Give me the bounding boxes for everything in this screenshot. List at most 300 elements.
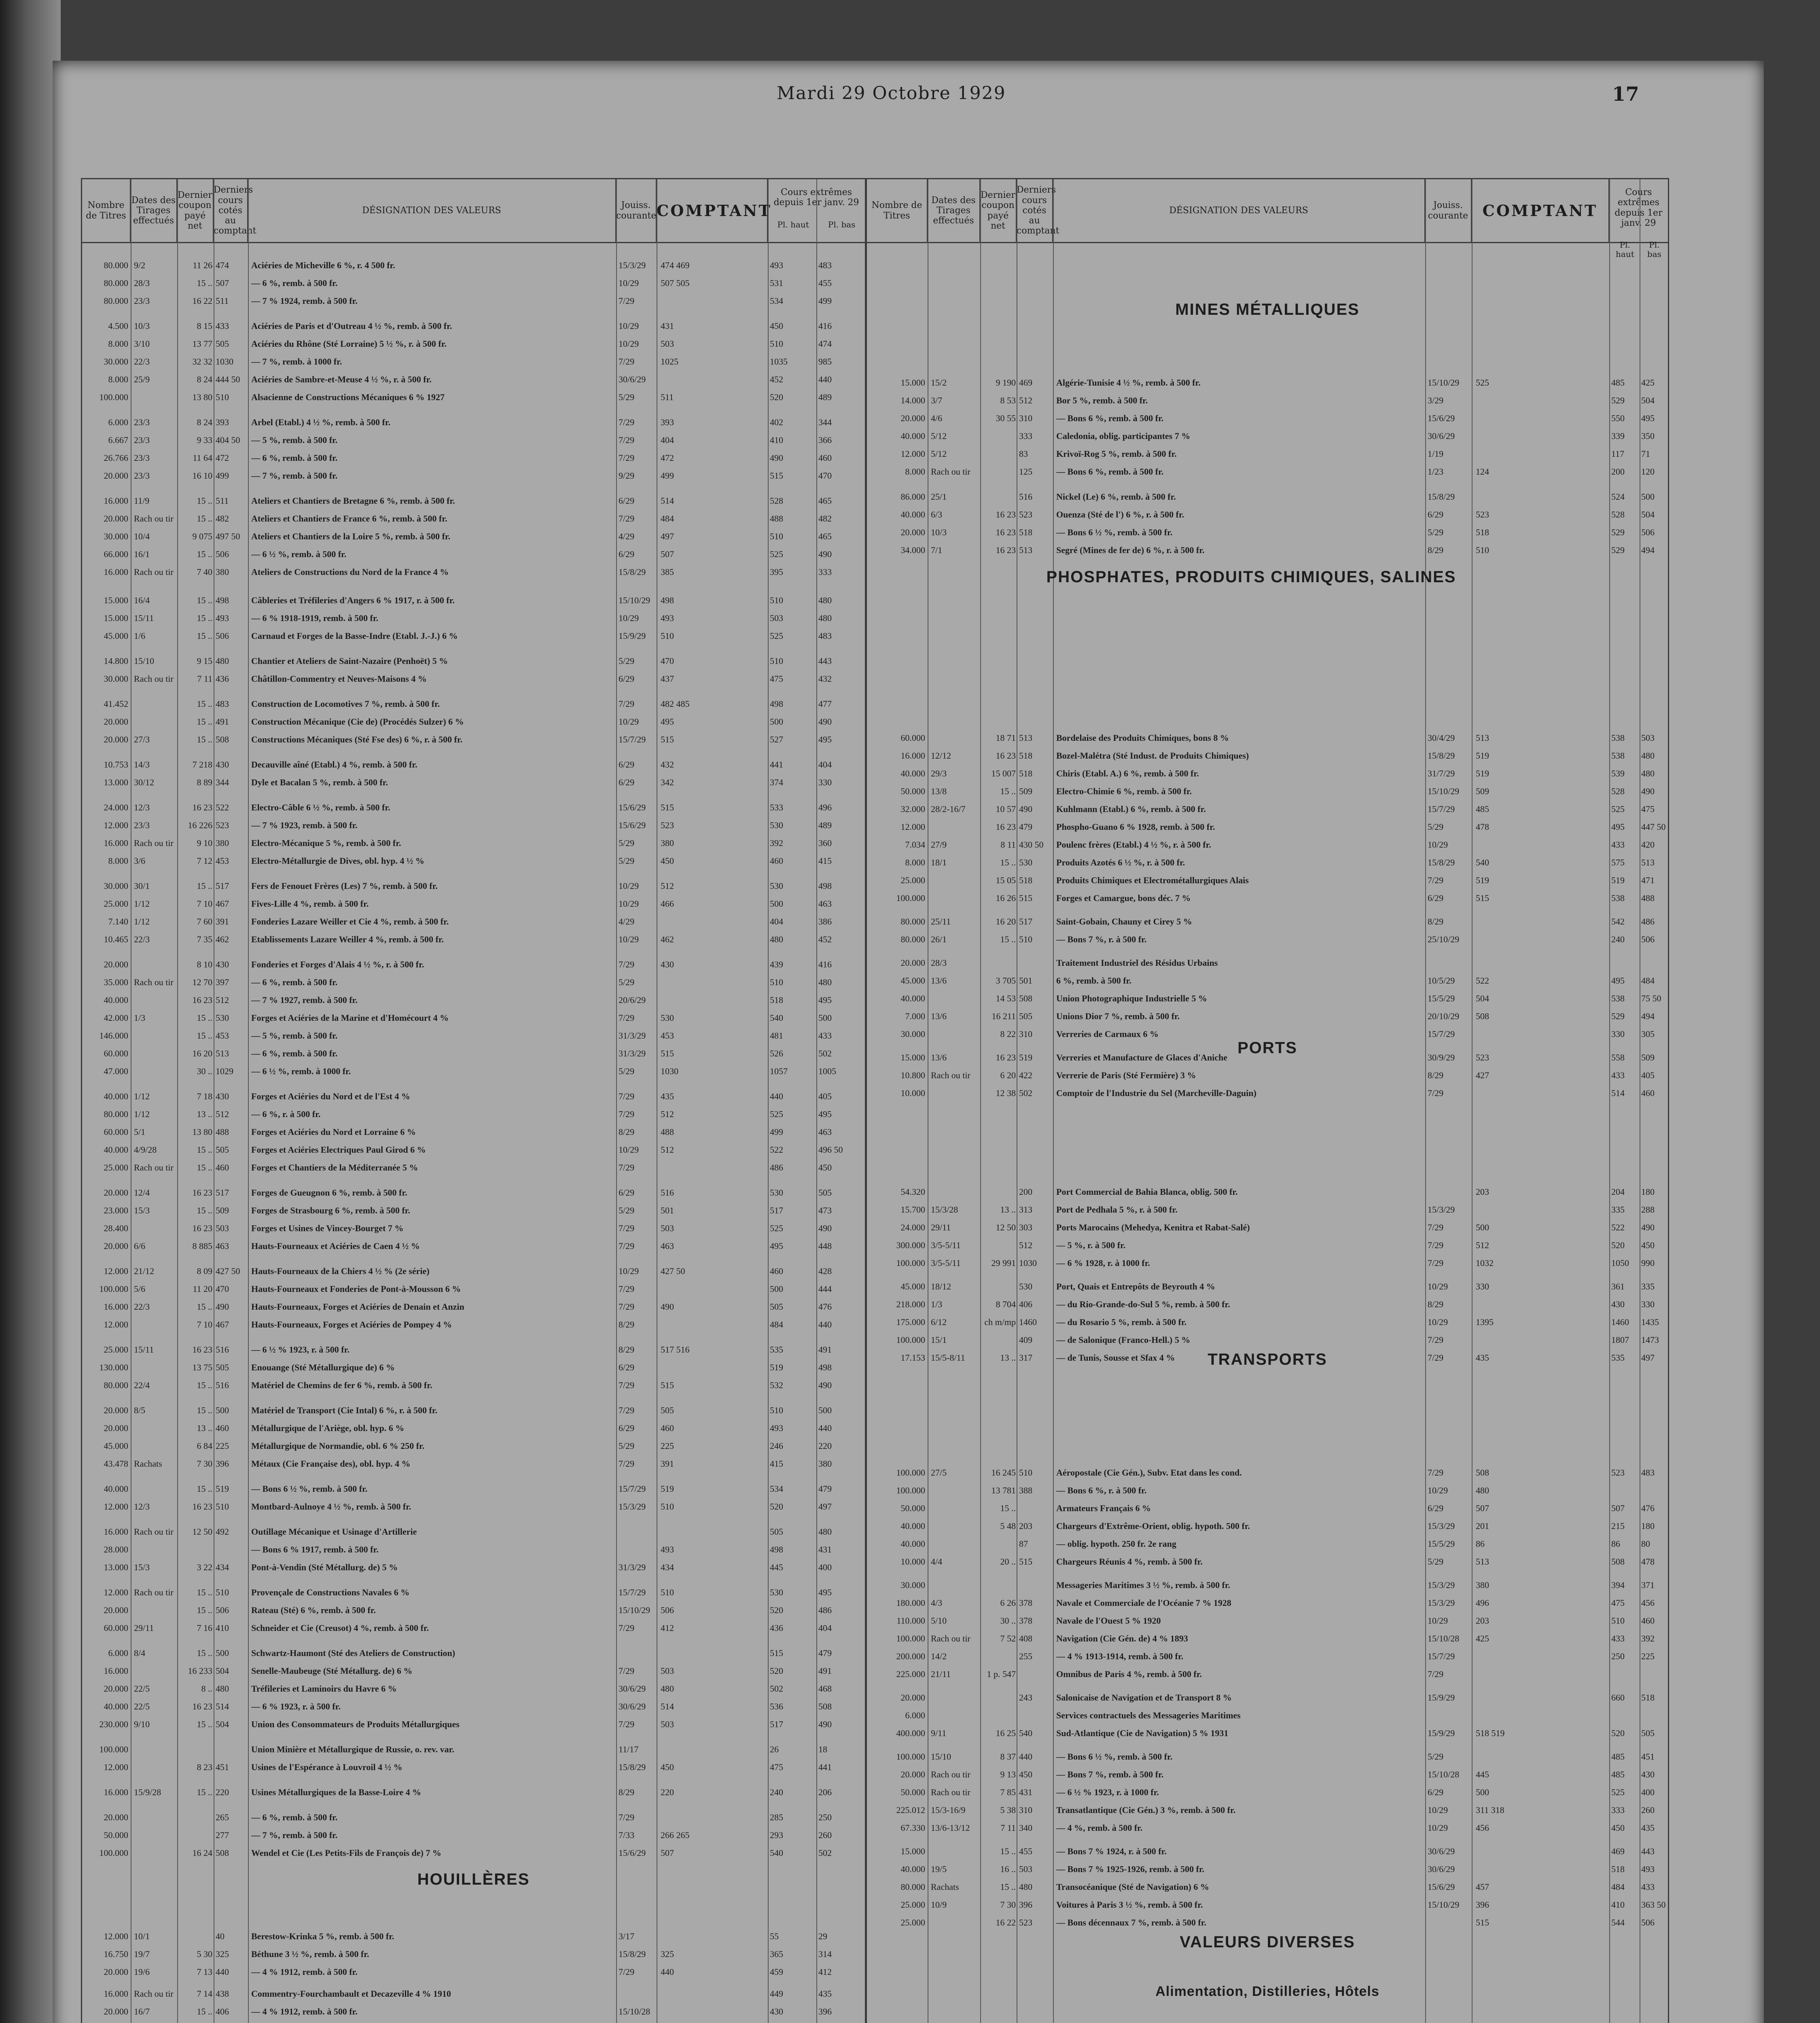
cell-b: 404 [818,759,832,770]
cell-j: 10/29 [1428,1485,1448,1495]
cell-j: 7/29 [619,1623,635,1633]
cell-cp: 522 [1476,975,1489,986]
cell-j: 15/3/29 [1428,1204,1455,1215]
cell-h: 86 [1611,1539,1620,1549]
cell-j: 5/29 [619,392,635,402]
cell-h: 452 [770,374,783,384]
cell-n: 16.000 [104,1302,128,1312]
cell-h: 285 [770,1812,783,1822]
cell-h: 495 [770,1241,783,1251]
cell-n: 20.000 [104,513,128,524]
cell-b: 1435 [1641,1317,1659,1327]
cell-b: 502 [818,1048,832,1058]
cell-n: 100.000 [99,1284,128,1294]
cell-des: Verreries et Manufacture de Glaces d'Aniche [1056,1052,1228,1062]
cell-d: 27/9 [931,840,947,850]
cell-j: 6/29 [1428,893,1444,903]
cell-j: 10/29 [619,321,639,331]
cell-d: 1/12 [134,916,150,927]
cell-c: 15 .. [197,1145,212,1155]
cell-c: 16 211 [992,1011,1016,1021]
cell-j: 4/29 [619,531,635,541]
cell-j: 7/29 [1428,1335,1444,1345]
cell-dc: 513 [1019,545,1032,555]
table-row [82,549,865,560]
cell-j: 8/29 [619,1344,635,1355]
cell-b: 470 [818,471,832,481]
cell-cp: 519 [1476,875,1489,885]
cell-j: 10/29 [619,717,639,727]
cell-b: 490 [1641,786,1655,796]
cell-b: 489 [818,820,832,830]
cell-dc: 523 [1019,1917,1032,1928]
cell-n: 30.000 [900,1029,925,1039]
cell-c: 15 .. [197,734,212,744]
cell-h: 459 [770,1967,783,1977]
cell-h: 486 [770,1162,783,1173]
cell-cp: 523 [1476,1052,1489,1062]
cell-n: 10.800 [900,1070,925,1080]
cell-b: 432 [818,674,832,684]
cell-des: Union des Consommateurs de Produits Métallurgiques [251,1719,460,1729]
header-comptant: COMPTANT [1472,179,1609,242]
cell-d: 29/3 [931,768,947,778]
cell-b: 71 [1641,449,1650,459]
cell-dc: 333 [1019,431,1032,441]
cell-dc: 508 [216,1848,229,1858]
cell-dc: 433 [216,321,229,331]
cell-c: 16 23 [192,802,212,812]
cell-cp: 510 [1476,545,1489,555]
cell-c: 12 70 [192,977,212,987]
cell-cp: 391 [661,1459,674,1469]
cell-c: 16 23 [192,1701,212,1711]
cell-des: Tréfileries et Laminoirs du Havre 6 % [251,1684,397,1694]
cell-dc: 505 [216,339,229,349]
cell-cp: 501 [661,1205,674,1215]
cell-cp: 498 [661,595,674,605]
table-row [867,1088,1668,1099]
cell-j: 7/29 [619,1405,635,1415]
cell-cp: 512 [1476,1240,1489,1250]
cell-n: 110.000 [896,1616,925,1626]
table-row [867,958,1668,969]
cell-c: 16 25 [996,1728,1016,1738]
cell-n: 20.000 [104,2006,128,2017]
cell-d: 5/10 [931,1616,947,1626]
table-row [867,1187,1668,1198]
cell-j: 15/7/29 [619,1484,646,1494]
table-row [82,934,865,946]
cell-j: 10/29 [619,881,639,891]
cell-des: Berestow-Krinka 5 %, remb. à 500 fr. [251,1931,394,1941]
cell-h: 394 [1611,1580,1625,1590]
cell-dc: 310 [1019,1029,1032,1039]
cell-dc: 530 [1019,857,1032,867]
cell-j: 15/7/29 [1428,1651,1455,1661]
cell-n: 6.000 [108,417,128,427]
cell-b: 463 [818,899,832,909]
cell-c: 16 23 [192,1223,212,1233]
cell-cp: 203 [1476,1616,1489,1626]
cell-n: 25.000 [900,875,925,885]
cell-j: 15/8/29 [1428,857,1455,867]
cell-b: 480 [818,595,832,605]
right-table [866,178,1669,2023]
cell-j: 10/29 [619,1266,639,1276]
cell-n: 60.000 [104,1623,128,1633]
cell-j: 4/29 [619,916,635,927]
cell-h: 524 [1611,492,1625,502]
cell-cp: 325 [661,1949,674,1959]
cell-des: Construction Mécanique (Cie de) (Procédés Sulzer) 6 % [251,717,464,727]
cell-h: 495 [1611,822,1625,832]
cell-n: 12.000 [104,820,128,830]
table-row [82,881,865,892]
cell-c: 13 .. [197,1423,212,1433]
header-coupon: Dernier coupon payé net [177,179,214,242]
table-row [867,527,1668,539]
cell-j: 7/29 [619,1812,635,1822]
cell-c: 13 .. [1000,1204,1016,1215]
cell-d: 4/3 [931,1598,943,1608]
cell-b: 490 [818,549,832,559]
cell-j: 15/10/28 [1428,1633,1460,1643]
cell-des: Métaux (Cie Française des), obl. hyp. 4 % [251,1459,411,1469]
cell-d: 28/3 [931,958,947,968]
cell-h: 1460 [1611,1317,1629,1327]
cell-c: 15 05 [996,875,1016,885]
cell-j: 31/7/29 [1428,768,1455,778]
cell-des: Enouange (Sté Métallurgique de) 6 % [251,1362,395,1372]
cell-cp: 463 [661,1241,674,1251]
cell-h: 484 [770,1319,783,1330]
cell-h: 475 [770,674,783,684]
cell-des: Electro-Mécanique 5 %, remb. à 500 fr. [251,838,401,848]
cell-d: 13/6-13/12 [931,1823,970,1833]
cell-b: 500 [1641,492,1655,502]
cell-b: 477 [818,699,832,709]
cell-dc: 438 [216,1989,229,1999]
cell-d: 26/1 [931,934,947,944]
cell-des: Salonicaise de Navigation et de Transport 8 % [1056,1692,1232,1703]
cell-n: 43.478 [104,1459,128,1469]
cell-c: 8 53 [1000,395,1016,405]
cell-dc: 444 50 [216,374,240,384]
cell-des: Ateliers de Constructions du Nord de la France 4 % [251,567,449,577]
cell-dc: 303 [1019,1222,1032,1232]
cell-j: 15/6/29 [1428,1882,1455,1892]
cell-d: 25/1 [931,492,947,502]
cell-cp: 523 [661,820,674,830]
header-jouiss: Jouiss. courante [1425,179,1472,242]
cell-b: 990 [1641,1258,1655,1268]
cell-c: 12 50 [996,1222,1016,1232]
table-row [82,1405,865,1417]
cell-des: Forges et Usines de Vincey-Bourget 7 % [251,1223,404,1233]
cell-b: 489 [818,392,832,402]
cell-cp: 495 [661,717,674,727]
cell-c: 13 80 [192,392,212,402]
table-row [867,822,1668,833]
table-row [867,1467,1668,1479]
cell-dc: 430 50 [1019,840,1044,850]
cell-b: 225 [1641,1651,1655,1661]
cell-b: 473 [818,1205,832,1215]
cell-b: 506 [1641,1917,1655,1928]
cell-dc: 508 [216,734,229,744]
cell-cp: 518 [1476,527,1489,537]
cell-j: 15/6/29 [619,1848,646,1858]
cell-h: 502 [770,1684,783,1694]
cell-j: 15/10/29 [1428,786,1460,796]
cell-n: 30.000 [104,356,128,367]
cell-h: 392 [770,838,783,848]
cell-dc: 491 [216,717,229,727]
cell-j: 6/29 [619,549,635,559]
cell-b: 440 [818,1423,832,1433]
cell-n: 60.000 [900,733,925,743]
table-row [867,804,1668,815]
cell-j: 5/29 [619,656,635,666]
cell-des: Commentry-Fourchambault et Decazeville 4 % 1910 [251,1989,451,1999]
cell-j: 7/29 [619,959,635,969]
cell-n: 16.000 [104,838,128,848]
cell-j: 6/29 [619,496,635,506]
cell-cp: 519 [1476,751,1489,761]
cell-n: 16.000 [104,1666,128,1676]
cell-c: 7 30 [197,1459,212,1469]
cell-n: 15.000 [900,1052,925,1062]
cell-b: 495 [1641,413,1655,423]
cell-c: 8 10 [197,959,212,969]
cell-j: 15/3/29 [1428,1598,1455,1608]
cell-j: 10/5/29 [1428,975,1455,986]
table-row [82,995,865,1006]
cell-dc: 440 [216,1967,229,1977]
cell-c: ch m/mp [984,1317,1016,1327]
cell-dc: 503 [1019,1864,1032,1874]
cell-n: 50.000 [104,1830,128,1840]
cell-dc: 317 [1019,1353,1032,1363]
cell-des: — 6 %, remb. à 500 fr. [251,278,338,288]
cell-des: Forges et Aciéries Electriques Paul Girod 6 % [251,1145,426,1155]
table-row [82,1344,865,1356]
table-row [867,934,1668,946]
cell-n: 218.000 [896,1299,925,1309]
cell-c: 15 .. [197,699,212,709]
cell-b: 499 [818,296,832,306]
cell-c: 16 24 [192,1848,212,1858]
cell-d: 15/11 [134,1344,154,1355]
cell-des: Hauts-Fourneaux et Fonderies de Pont-à-Mousson 6 % [251,1284,461,1294]
cell-d: 13/6 [931,1011,947,1021]
cell-h: 498 [770,699,783,709]
cell-des: — 6 ½ % 1923, r. à 500 fr. [251,1344,350,1355]
cell-b: 120 [1641,467,1655,477]
cell-b: 435 [1641,1823,1655,1833]
cell-des: — Bons 7 %, remb. à 500 fr. [1056,1769,1164,1779]
table-row [82,296,865,307]
cell-dc: 472 [216,453,229,463]
cell-b: 490 [818,1380,832,1390]
cell-dc: 511 [216,496,229,506]
cell-d: 1/3 [134,1013,146,1023]
cell-b: 415 [818,856,832,866]
cell-dc: 243 [1019,1692,1032,1703]
cell-dc: 490 [216,1302,229,1312]
cell-j: 3/17 [619,1931,635,1941]
cell-dc: 125 [1019,467,1032,477]
cell-des: Port, Quais et Entrepôts de Beyrouth 4 % [1056,1281,1215,1291]
cell-j: 15/5/29 [1428,993,1455,1003]
cell-des: Navale de l'Ouest 5 % 1920 [1056,1616,1161,1626]
cell-dc: 460 [216,1423,229,1433]
table-row [867,413,1668,424]
cell-b: 500 [818,1013,832,1023]
cell-c: 3 22 [197,1562,212,1572]
table-row [82,339,865,350]
cell-b: 441 [818,1762,832,1772]
cell-n: 20.000 [104,1241,128,1251]
cell-b: 350 [1641,431,1655,441]
cell-b: 416 [818,321,832,331]
cell-j: 15/6/29 [619,802,646,812]
cell-n: 45.000 [900,1281,925,1291]
cell-j: 7/29 [619,1223,635,1233]
cell-h: 536 [770,1701,783,1711]
table-row [867,1917,1668,1929]
cell-n: 42.000 [104,1013,128,1023]
cell-cp: 460 [661,1423,674,1433]
cell-cp: 518 519 [1476,1728,1505,1738]
cell-j: 15/8/29 [1428,492,1455,502]
cell-j: 15/7/29 [1428,1029,1455,1039]
cell-b: 495 [818,995,832,1005]
cell-b: 498 [818,881,832,891]
cell-cp: 201 [1476,1521,1489,1531]
cell-d: 8/4 [134,1648,146,1658]
cell-des: 6 %, remb. à 500 fr. [1056,975,1131,986]
table-row [82,1544,865,1556]
cell-b: 495 [818,734,832,744]
cell-d: 21/11 [931,1669,951,1679]
cell-h: 540 [770,1848,783,1858]
cell-h: 538 [1611,893,1625,903]
cell-h: 493 [770,260,783,270]
table-row [82,1989,865,2000]
cell-dc: 265 [216,1812,229,1822]
cell-d: 1/3 [931,1299,943,1309]
cell-cp: 515 [1476,1917,1489,1928]
section-transports: TRANSPORTS [1208,1351,1327,1368]
cell-j: 30/6/29 [619,1701,646,1711]
cell-h: 445 [770,1562,783,1572]
cell-dc: 277 [216,1830,229,1840]
cell-c: 7 218 [192,759,212,770]
cell-cp: 1030 [661,1066,678,1076]
table-row [867,893,1668,904]
cell-des: Bor 5 %, remb. à 500 fr. [1056,395,1148,405]
cell-j: 7/29 [619,435,635,445]
cell-cp: 427 50 [661,1266,685,1276]
cell-n: 20.000 [900,958,925,968]
cell-des: — 5 %, remb. à 500 fr. [251,1031,338,1041]
cell-d: 23/3 [134,435,150,445]
cell-c: 6 84 [197,1441,212,1451]
cell-c: 15 .. [197,1787,212,1797]
cell-b: 460 [1641,1616,1655,1626]
cell-dc: 200 [1019,1187,1032,1197]
cell-h: 293 [770,1830,783,1840]
cell-c: 18 71 [996,733,1016,743]
cell-h: 410 [1611,1900,1625,1910]
cell-j: 31/3/29 [619,1048,646,1058]
cell-b: 333 [818,567,832,577]
cell-n: 100.000 [99,1744,128,1754]
cell-d: 15/3 [134,1205,150,1215]
cell-b: 483 [818,631,832,641]
cell-des: — de Salonique (Franco-Hell.) 5 % [1056,1335,1191,1345]
cell-j: 7/29 [619,1162,635,1173]
cell-h: 510 [770,977,783,987]
cell-dc: 516 [216,1344,229,1355]
cell-c: 8 704 [996,1299,1016,1309]
cell-dc: 498 [216,595,229,605]
cell-h: 530 [770,820,783,830]
cell-b: 460 [818,453,832,463]
table-row [82,1066,865,1077]
cell-h: 26 [770,1744,779,1754]
cell-des: Ouenza (Sté de l') 6 %, r. à 500 fr. [1056,509,1184,520]
cell-j: 10/29 [619,339,639,349]
cell-d: 19/6 [134,1967,150,1977]
cell-cp: 515 [1476,893,1489,903]
cell-h: 520 [770,1605,783,1615]
cell-b: 513 [1641,857,1655,867]
table-row [82,1013,865,1024]
cell-cp: 480 [1476,1485,1489,1495]
cell-d: 15/3/28 [931,1204,958,1215]
cell-j: 15/3/29 [619,260,646,270]
cell-dc: 506 [216,631,229,641]
cell-dc: 504 [216,1666,229,1676]
cell-dc: 523 [1019,509,1032,520]
table-row [867,1011,1668,1022]
cell-cp: 503 [661,1719,674,1729]
cell-dc: 522 [216,802,229,812]
table-row [867,975,1668,987]
cell-dc: 506 [216,549,229,559]
cell-n: 40.000 [104,1484,128,1494]
cell-dc: 455 [1019,1846,1032,1856]
header-coupon: Dernier coupon payé net [980,179,1017,242]
header-cours-extremes-label: Cours extrêmes depuis 1er janv. 29 [1614,187,1663,228]
cell-b: 503 [1641,733,1655,743]
cell-cp: 516 [661,1188,674,1198]
table-row [82,1241,865,1252]
cell-dc: 509 [1019,786,1032,796]
cell-b: 490 [818,1719,832,1729]
cell-dc: 501 [1019,975,1032,986]
cell-c: 12 38 [996,1088,1016,1098]
page-number: 17 [1612,83,1639,106]
cell-n: 12.000 [104,1587,128,1597]
cell-d: 23/3 [134,453,150,463]
cell-h: 339 [1611,431,1625,441]
cell-h: 517 [770,1719,783,1729]
cell-n: 20.000 [104,717,128,727]
